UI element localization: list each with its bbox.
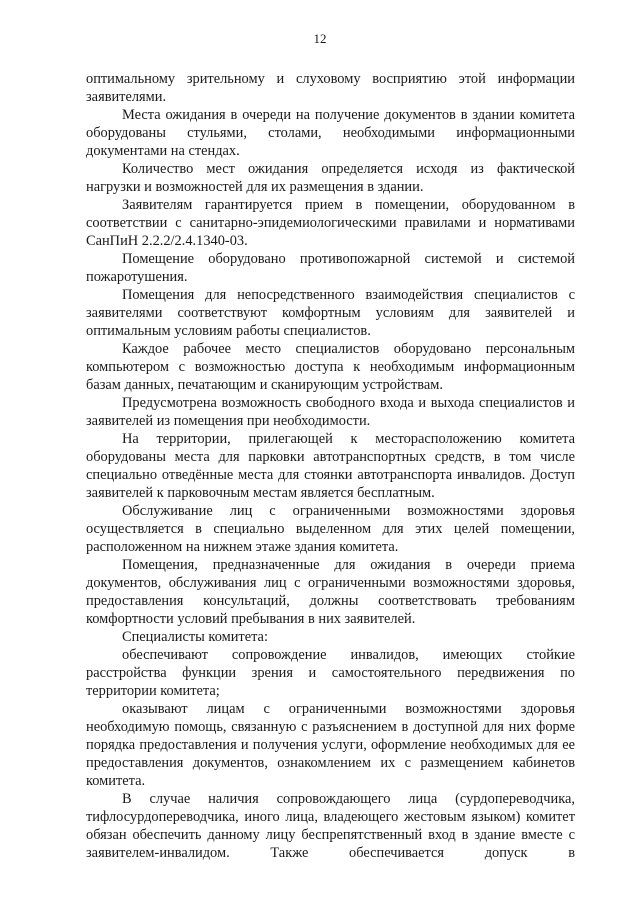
paragraph-parking: На территории, прилегающей к месторасположению комитета оборудованы места для парковки автотранспортных средств, в том числе специально отведённые места для стоянки автотранспорта инвалидов. Доступ заявителей к парковочным местам является бесплатным.: [86, 431, 575, 501]
document-body: [86, 70, 575, 862]
paragraph-escort: обеспечивают сопровождение инвалидов, имеющих стойкие расстройства функции зрения и самостоятельного передвижения по территории комитета;: [86, 647, 575, 699]
paragraph-accompanying-person: В случае наличия сопровождающего лица (сурдопереводчика, тифлосурдопереводчика, иного лица, владеющего жестовым языком) комитет обязан обеспечить данному лицу беспрепятственный вход в здание вместе с заявителем-инвалидом. Также обеспечивается допуск в: [86, 791, 575, 861]
paragraph-workplace: Каждое рабочее место специалистов оборудовано персональным компьютером с возможностью доступа к необходимым информационным базам данных, печатающим и сканирующим устройствам.: [86, 341, 575, 393]
paragraph-waiting-places: Места ожидания в очереди на получение документов в здании комитета оборудованы стульями, столами, необходимыми информационными документами на стендах.: [86, 107, 575, 159]
paragraph-continuation: оптимальному зрительному и слуховому восприятию этой информации заявителями.: [86, 71, 575, 105]
paragraph-reception-guarantee: Заявителям гарантируется прием в помещении, оборудованном в соответствии с санитарно-эпидемиологическими правилами и нормативами СанПиН 2.2.2/2.4.1340-03.: [86, 197, 575, 249]
paragraph-fire-system: Помещение оборудовано противопожарной системой и системой пожаротушения.: [86, 251, 575, 285]
paragraph-assistance: оказывают лицам с ограниченными возможностями здоровья необходимую помощь, связанную с разъяснением в доступной для них форме порядка предоставления и получения услуги, оформление необходимых для ее предоставления документов, ознакомлением их с размещением кабинетов комитета.: [86, 701, 575, 789]
paragraph-disabled-service: Обслуживание лиц с ограниченными возможностями здоровья осуществляется в специально выделенном для этих целей помещении, расположенном на нижнем этаже здания комитета.: [86, 503, 575, 555]
paragraph-free-entry: Предусмотрена возможность свободного входа и выхода специалистов и заявителей из помещения при необходимости.: [86, 395, 575, 429]
paragraph-comfort-requirements: Помещения, предназначенные для ожидания в очереди приема документов, обслуживания лиц с ограниченными возможностями здоровья, предоставления консультаций, должны соответствовать требованиям комфортности условий пребывания в них заявителей.: [86, 557, 575, 627]
paragraph-places-count: Количество мест ожидания определяется исходя из фактической нагрузки и возможностей для их размещения в здании.: [86, 161, 575, 195]
page-number: 12: [313, 31, 327, 46]
paragraph-interaction-rooms: Помещения для непосредственного взаимодействия специалистов с заявителями соответствуют комфортным условиям для заявителей и оптимальным условиям работы специалистов.: [86, 287, 575, 339]
paragraph-specialists-heading: Специалисты комитета:: [122, 629, 268, 645]
